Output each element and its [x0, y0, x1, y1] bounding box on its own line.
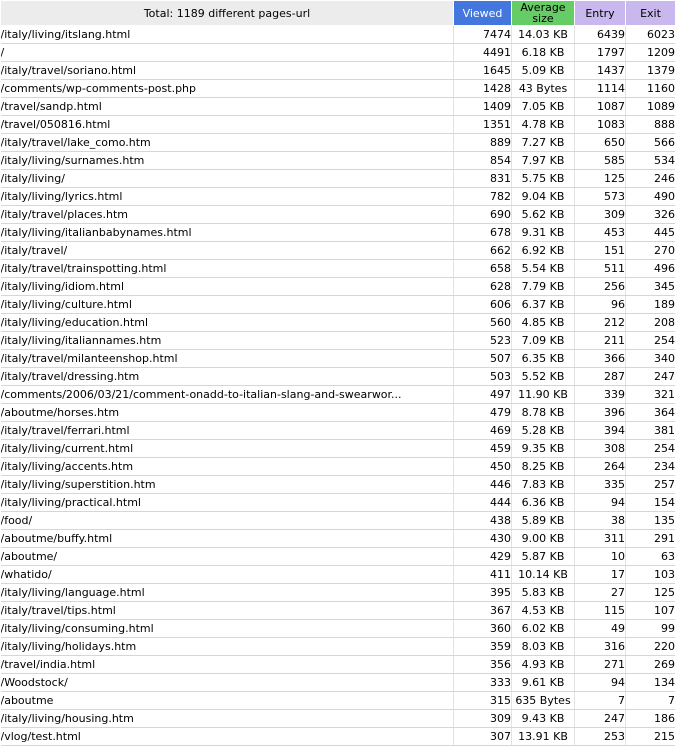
total-pages-header: Total: 1189 different pages-url: [1, 1, 454, 26]
table-row: [1, 674, 675, 692]
exit-count: 888: [626, 116, 675, 134]
exit-count: 99: [626, 620, 675, 638]
viewed-count: 831: [454, 170, 512, 188]
average-size-value: 11.90 KB: [512, 386, 575, 404]
viewed-count: 628: [454, 278, 512, 296]
page-url-link[interactable]: /italy/travel/places.htm: [1, 206, 454, 224]
average-size-value: 8.25 KB: [512, 458, 575, 476]
exit-count: 7: [626, 692, 675, 710]
table-row: [1, 494, 675, 512]
table-row: [1, 206, 675, 224]
table-row: [1, 62, 675, 80]
entry-count: 6439: [575, 26, 626, 44]
viewed-count: 7474: [454, 26, 512, 44]
exit-count: 254: [626, 332, 675, 350]
entry-count: 1437: [575, 62, 626, 80]
table-row: [1, 152, 675, 170]
exit-count: 270: [626, 242, 675, 260]
viewed-count: 359: [454, 638, 512, 656]
viewed-count: 333: [454, 674, 512, 692]
entry-count: 125: [575, 170, 626, 188]
exit-count: 257: [626, 476, 675, 494]
average-size-value: 6.35 KB: [512, 350, 575, 368]
page-url-link[interactable]: /travel/sandp.html: [1, 98, 454, 116]
exit-count: 234: [626, 458, 675, 476]
exit-count: 340: [626, 350, 675, 368]
exit-count: 246: [626, 170, 675, 188]
page-url-link[interactable]: /italy/living/holidays.htm: [1, 638, 454, 656]
viewed-count: 395: [454, 584, 512, 602]
table-row: [1, 278, 675, 296]
average-size-value: 43 Bytes: [512, 80, 575, 98]
page-url-link[interactable]: /italy/living/superstition.htm: [1, 476, 454, 494]
exit-count: 326: [626, 206, 675, 224]
table-row: [1, 476, 675, 494]
table-row: [1, 512, 675, 530]
entry-count: 287: [575, 368, 626, 386]
entry-count: 309: [575, 206, 626, 224]
table-row: [1, 638, 675, 656]
entry-count: 271: [575, 656, 626, 674]
page-url-link[interactable]: /aboutme/buffy.html: [1, 530, 454, 548]
viewed-count: 678: [454, 224, 512, 242]
average-size-value: 9.35 KB: [512, 440, 575, 458]
table-row: [1, 224, 675, 242]
page-url-link[interactable]: /italy/living/surnames.htm: [1, 152, 454, 170]
table-row: [1, 296, 675, 314]
entry-count: 453: [575, 224, 626, 242]
page-url-link[interactable]: /italy/living/idiom.html: [1, 278, 454, 296]
viewed-count: 497: [454, 386, 512, 404]
table-row: [1, 350, 675, 368]
table-row: [1, 386, 675, 404]
viewed-count: 315: [454, 692, 512, 710]
table-row: [1, 80, 675, 98]
exit-count: 220: [626, 638, 675, 656]
page-url-link[interactable]: /Woodstock/: [1, 674, 454, 692]
viewed-count: 459: [454, 440, 512, 458]
exit-count: 1089: [626, 98, 675, 116]
page-url-link[interactable]: /italy/living/lyrics.html: [1, 188, 454, 206]
entry-count: 49: [575, 620, 626, 638]
page-url-link[interactable]: /comments/wp-comments-post.php: [1, 80, 454, 98]
entry-count: 573: [575, 188, 626, 206]
entry-count: 650: [575, 134, 626, 152]
exit-count: 254: [626, 440, 675, 458]
page-url-link[interactable]: /italy/travel/milanteenshop.html: [1, 350, 454, 368]
exit-count: 321: [626, 386, 675, 404]
viewed-count: 367: [454, 602, 512, 620]
viewed-count: 444: [454, 494, 512, 512]
entry-count: 311: [575, 530, 626, 548]
viewed-count: 658: [454, 260, 512, 278]
entry-count: 264: [575, 458, 626, 476]
entry-count: 253: [575, 728, 626, 746]
table-row: [1, 26, 675, 44]
exit-count: 534: [626, 152, 675, 170]
average-size-value: 9.04 KB: [512, 188, 575, 206]
average-size-value: 9.00 KB: [512, 530, 575, 548]
entry-count: 27: [575, 584, 626, 602]
entry-count: 1087: [575, 98, 626, 116]
exit-count: 496: [626, 260, 675, 278]
entry-count: 256: [575, 278, 626, 296]
entry-count: 94: [575, 674, 626, 692]
page-url-link[interactable]: /italy/living/italianbabynames.html: [1, 224, 454, 242]
table-row: [1, 602, 675, 620]
exit-count: 1209: [626, 44, 675, 62]
exit-count: 135: [626, 512, 675, 530]
entry-count: 1797: [575, 44, 626, 62]
table-row: [1, 656, 675, 674]
page-url-link[interactable]: /aboutme/horses.htm: [1, 404, 454, 422]
page-url-link[interactable]: /: [1, 44, 454, 62]
exit-count: 189: [626, 296, 675, 314]
exit-column-header[interactable]: Exit: [626, 1, 675, 26]
page-url-link[interactable]: /vlog/test.html: [1, 728, 454, 746]
viewed-count: 307: [454, 728, 512, 746]
table-row: [1, 242, 675, 260]
average-size-value: 8.78 KB: [512, 404, 575, 422]
exit-count: 566: [626, 134, 675, 152]
table-row: [1, 710, 675, 728]
exit-count: 103: [626, 566, 675, 584]
entry-count: 585: [575, 152, 626, 170]
exit-count: 125: [626, 584, 675, 602]
entry-count: 1083: [575, 116, 626, 134]
viewed-count: 450: [454, 458, 512, 476]
exit-count: 107: [626, 602, 675, 620]
page-url-link[interactable]: /whatido/: [1, 566, 454, 584]
entry-count: 211: [575, 332, 626, 350]
exit-count: 215: [626, 728, 675, 746]
page-url-link[interactable]: /italy/travel/soriano.html: [1, 62, 454, 80]
table-body: [1, 26, 675, 746]
exit-count: 134: [626, 674, 675, 692]
entry-count: 247: [575, 710, 626, 728]
table-row: [1, 440, 675, 458]
page-url-link[interactable]: /food/: [1, 512, 454, 530]
entry-count: 366: [575, 350, 626, 368]
header-row: [1, 1, 675, 26]
average-size-value: 7.79 KB: [512, 278, 575, 296]
viewed-count: 360: [454, 620, 512, 638]
page-url-link[interactable]: /aboutme: [1, 692, 454, 710]
average-size-value: 5.89 KB: [512, 512, 575, 530]
page-url-link[interactable]: /italy/living/language.html: [1, 584, 454, 602]
average-size-value: 9.43 KB: [512, 710, 575, 728]
entry-count: 212: [575, 314, 626, 332]
average-size-value: 4.53 KB: [512, 602, 575, 620]
page-url-link[interactable]: /italy/living/consuming.html: [1, 620, 454, 638]
entry-count: 511: [575, 260, 626, 278]
page-url-link[interactable]: /italy/travel/tips.html: [1, 602, 454, 620]
exit-count: 490: [626, 188, 675, 206]
viewed-count: 1409: [454, 98, 512, 116]
entry-count: 151: [575, 242, 626, 260]
page-url-link[interactable]: /italy/living/culture.html: [1, 296, 454, 314]
table-row: [1, 260, 675, 278]
viewed-count: 560: [454, 314, 512, 332]
average-size-value: 5.87 KB: [512, 548, 575, 566]
viewed-count: 782: [454, 188, 512, 206]
average-size-value: 6.18 KB: [512, 44, 575, 62]
page-url-link[interactable]: /italy/living/: [1, 170, 454, 188]
average-size-value: 5.62 KB: [512, 206, 575, 224]
table-row: [1, 170, 675, 188]
entry-count: 38: [575, 512, 626, 530]
viewed-count: 309: [454, 710, 512, 728]
page-url-link[interactable]: /italy/living/practical.html: [1, 494, 454, 512]
table-row: [1, 332, 675, 350]
table-row: [1, 116, 675, 134]
table-row: [1, 620, 675, 638]
exit-count: 1379: [626, 62, 675, 80]
exit-count: 186: [626, 710, 675, 728]
viewed-count: 1428: [454, 80, 512, 98]
exit-count: 6023: [626, 26, 675, 44]
page-url-link[interactable]: /travel/india.html: [1, 656, 454, 674]
exit-count: 63: [626, 548, 675, 566]
entry-column-header[interactable]: Entry: [575, 1, 626, 26]
average-size-value: 7.27 KB: [512, 134, 575, 152]
average-size-value: 7.05 KB: [512, 98, 575, 116]
entry-count: 396: [575, 404, 626, 422]
viewed-count: 430: [454, 530, 512, 548]
table-row: [1, 134, 675, 152]
average-size-value: 9.31 KB: [512, 224, 575, 242]
viewed-count: 411: [454, 566, 512, 584]
table-row: [1, 728, 675, 746]
viewed-count: 507: [454, 350, 512, 368]
table-row: [1, 44, 675, 62]
viewed-count: 429: [454, 548, 512, 566]
average-size-value: 7.09 KB: [512, 332, 575, 350]
table-row: [1, 422, 675, 440]
viewed-count: 4491: [454, 44, 512, 62]
average-size-value: 7.83 KB: [512, 476, 575, 494]
average-size-value: 635 Bytes: [512, 692, 575, 710]
average-size-value: 6.37 KB: [512, 296, 575, 314]
table-row: [1, 692, 675, 710]
page-url-link[interactable]: /italy/living/accents.htm: [1, 458, 454, 476]
average-size-value: 5.75 KB: [512, 170, 575, 188]
average-size-value: 5.52 KB: [512, 368, 575, 386]
page-url-link[interactable]: /comments/2006/03/21/comment-onadd-to-italian-slang-and-swearwor...: [1, 386, 454, 404]
exit-count: 154: [626, 494, 675, 512]
viewed-column-header[interactable]: Viewed: [454, 1, 512, 26]
entry-count: 17: [575, 566, 626, 584]
viewed-count: 356: [454, 656, 512, 674]
exit-count: 291: [626, 530, 675, 548]
entry-count: 94: [575, 494, 626, 512]
exit-count: 381: [626, 422, 675, 440]
table-row: [1, 548, 675, 566]
viewed-count: 438: [454, 512, 512, 530]
average-size-value: 14.03 KB: [512, 26, 575, 44]
average-size-value: 4.93 KB: [512, 656, 575, 674]
average-size-value: 5.83 KB: [512, 584, 575, 602]
page-url-link[interactable]: /italy/living/italiannames.htm: [1, 332, 454, 350]
average-size-value: 5.28 KB: [512, 422, 575, 440]
page-url-link[interactable]: /italy/living/itslang.html: [1, 26, 454, 44]
page-url-link[interactable]: /italy/travel/trainspotting.html: [1, 260, 454, 278]
table-row: [1, 584, 675, 602]
entry-count: 339: [575, 386, 626, 404]
table-row: [1, 530, 675, 548]
viewed-count: 503: [454, 368, 512, 386]
exit-count: 247: [626, 368, 675, 386]
viewed-count: 662: [454, 242, 512, 260]
page-url-link[interactable]: /italy/travel/ferrari.html: [1, 422, 454, 440]
entry-count: 335: [575, 476, 626, 494]
entry-count: 316: [575, 638, 626, 656]
entry-count: 308: [575, 440, 626, 458]
page-url-link[interactable]: /italy/living/current.html: [1, 440, 454, 458]
page-url-link[interactable]: /italy/living/education.html: [1, 314, 454, 332]
table-row: [1, 566, 675, 584]
page-url-link[interactable]: /italy/travel/lake_como.htm: [1, 134, 454, 152]
average-size-value: 6.36 KB: [512, 494, 575, 512]
average-size-value: 5.09 KB: [512, 62, 575, 80]
viewed-count: 469: [454, 422, 512, 440]
page-url-link[interactable]: /italy/travel/: [1, 242, 454, 260]
average-size-value: 10.14 KB: [512, 566, 575, 584]
average-size-value: 4.78 KB: [512, 116, 575, 134]
average-size-value: 9.61 KB: [512, 674, 575, 692]
exit-count: 269: [626, 656, 675, 674]
page-url-link[interactable]: /italy/living/housing.htm: [1, 710, 454, 728]
entry-count: 7: [575, 692, 626, 710]
page-url-link[interactable]: /travel/050816.html: [1, 116, 454, 134]
table-row: [1, 368, 675, 386]
exit-count: 345: [626, 278, 675, 296]
entry-count: 1114: [575, 80, 626, 98]
viewed-count: 854: [454, 152, 512, 170]
entry-count: 115: [575, 602, 626, 620]
viewed-count: 1351: [454, 116, 512, 134]
page-url-link[interactable]: /aboutme/: [1, 548, 454, 566]
average-size-value: 4.85 KB: [512, 314, 575, 332]
entry-count: 10: [575, 548, 626, 566]
viewed-count: 1645: [454, 62, 512, 80]
average-size-value: 6.02 KB: [512, 620, 575, 638]
average-size-value: 7.97 KB: [512, 152, 575, 170]
average-size-value: 5.54 KB: [512, 260, 575, 278]
table-row: [1, 314, 675, 332]
entry-count: 96: [575, 296, 626, 314]
viewed-count: 889: [454, 134, 512, 152]
average-size-value: 8.03 KB: [512, 638, 575, 656]
page-url-link[interactable]: /italy/travel/dressing.htm: [1, 368, 454, 386]
exit-count: 445: [626, 224, 675, 242]
exit-count: 208: [626, 314, 675, 332]
average-size-value: 6.92 KB: [512, 242, 575, 260]
average-size-column-header[interactable]: Average size: [512, 1, 575, 26]
viewed-count: 606: [454, 296, 512, 314]
viewed-count: 523: [454, 332, 512, 350]
table-row: [1, 188, 675, 206]
viewed-count: 479: [454, 404, 512, 422]
table-row: [1, 404, 675, 422]
table-row: [1, 458, 675, 476]
table-row: [1, 98, 675, 116]
average-size-value: 13.91 KB: [512, 728, 575, 746]
exit-count: 364: [626, 404, 675, 422]
entry-count: 394: [575, 422, 626, 440]
exit-count: 1160: [626, 80, 675, 98]
viewed-count: 690: [454, 206, 512, 224]
viewed-count: 446: [454, 476, 512, 494]
